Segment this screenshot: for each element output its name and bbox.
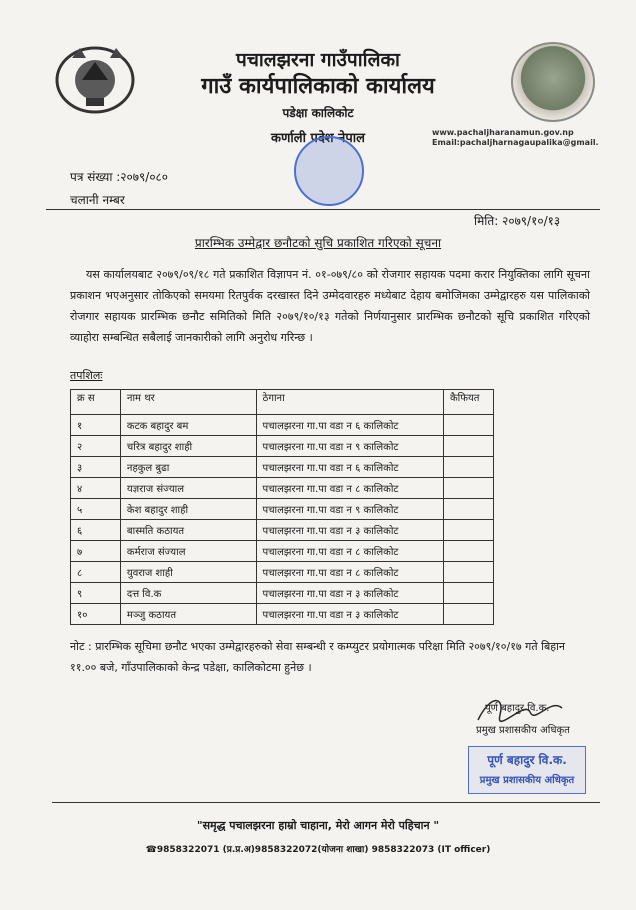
municipality-name: पचालझरना गाउँपालिका [236,49,400,71]
cell-sn: ७ [71,541,121,562]
cell-address: पचालझरना गा.पा वडा न ८ कालिकोट [256,541,443,562]
table-row [71,541,494,562]
signatory-name: पूर्ण बहादुर वि.क. [485,703,550,714]
notice-body: यस कार्यालयबाट २०७९/०९/१८ गते प्रकाशित विज्ञापन नं. ०१-०७९/८० को रोजगार सहायक पदमा करार नियुक्तिका लागि सूचना प्रकाशन भएअनुसार तोकिएको समयमा रितपुर्वक दरखास्त दिने उम्मेदवारहरु मध्येबाट देहाय बमोजिमका उम्मेद्वारहरु यस पालिकाको रोजगार सहायक प्रारम्भिक छनौट समितिको मिति २०७९/१०/१३ गतेको निर्णयानुसार प्रारम्भिक छनौटको सूचि प्रकाशित गरिएको व्याहोरा सम्बन्धित सबैलाई जानकारीको लागि अनुरोध गरिन्छ । [70,268,590,344]
cell-remarks [444,562,494,583]
letter-date: मिति: २०७९/१०/१३ [474,214,561,228]
table-row [71,457,494,478]
table-row [71,436,494,457]
stamp-name: पूर्ण बहादुर वि.क. [487,753,567,767]
cell-name: कर्मराज संज्याल [120,541,256,562]
contact-info [432,128,599,148]
office-place: पडेक्षा कालिकोट [282,106,354,120]
notice-subject: प्रारम्भिक उम्मेद्वार छनौटको सुचि प्रकाशित गरिएको सूचना [194,236,442,250]
footer-phones: ☎9858322071 (प्र.प्र.अ)9858322072(योजना शाखा) 9858322073 (IT officer) [145,845,491,855]
cell-address: पचालझरना गा.पा वडा न ३ कालिकोट [256,520,443,541]
cell-address: पचालझरना गा.पा वडा न ९ कालिकोट [256,499,443,520]
cell-address: पचालझरना गा.पा वडा न ६ कालिकोट [256,457,443,478]
signatory-title: प्रमुख प्रशासकीय अधिकृत [476,725,570,736]
cell-sn: ५ [71,499,121,520]
col-header-remarks: कैफियत [444,390,494,415]
cell-remarks [444,520,494,541]
cell-name: नहकुल बुढा [120,457,256,478]
cell-address: पचालझरना गा.पा वडा न ८ कालिकोट [256,478,443,499]
cell-remarks [444,436,494,457]
table-row [71,604,494,625]
cell-sn: ३ [71,457,121,478]
cell-sn: २ [71,436,121,457]
col-header-sn: क्र स [71,390,121,415]
exam-note: नोट : प्रारम्भिक सूचिमा छनौट भएका उम्मेद्वारहरुको सेवा सम्बन्धी र कम्प्युटर प्रयोगात्मक परिक्षा मिति २०७९/१०/१७ गते बिहान ११.०० बजे, गाँउपालिकाको केन्द्र पडेक्षा, कालिकोटमा हुनेछ । [70,640,566,674]
footer-divider [52,802,600,803]
cell-name: केश बहादुर शाही [120,499,256,520]
cell-remarks [444,604,494,625]
cell-sn: ४ [71,478,121,499]
cell-address: पचालझरना गा.पा वडा न ८ कालिकोट [256,562,443,583]
candidate-table [70,389,494,625]
cell-sn: ८ [71,562,121,583]
table-caption: तपशिलः [70,369,103,382]
table-row [71,562,494,583]
cell-name: कटक बहादुर बम [120,415,256,436]
reference-number: पत्र संख्या :२०७९/०८० [70,170,169,184]
cell-sn: १० [71,604,121,625]
cell-remarks [444,478,494,499]
stamp-title: प्रमुख प्रशासकीय अधिकृत [479,775,575,786]
cell-address: पचालझरना गा.पा वडा न ९ कालिकोट [256,436,443,457]
email-text: Email:pachaljharnagaupalika@gmail. [432,138,599,147]
dispatch-number: चलानी नम्बर [70,193,125,207]
cell-sn: ९ [71,583,121,604]
signatory-stamp [468,746,586,794]
cell-name: चरित्र बहादुर शाही [120,436,256,457]
footer-motto: "समृद्ध पचालझरना हाम्रो चाहाना, मेरो आगन मेरो पहिचान " [196,819,440,832]
cell-name: बास्मति कठायत [120,520,256,541]
office-name: गाउँ कार्यपालिकाको कार्यालय [201,74,435,99]
cell-remarks [444,499,494,520]
cell-remarks [444,457,494,478]
cell-sn: ६ [71,520,121,541]
cell-remarks [444,541,494,562]
cell-remarks [444,415,494,436]
office-stamp [294,136,364,206]
table-row [71,478,494,499]
cell-address: पचालझरना गा.पा वडा न ६ कालिकोट [256,415,443,436]
cell-name: यज्ञराज संज्याल [120,478,256,499]
cell-name: मञ्जु कठायत [120,604,256,625]
website-text: www.pachaljharanamun.gov.np [432,128,574,137]
header-divider [46,209,600,210]
col-header-name: नाम थर [120,390,256,415]
cell-name: युवराज शाही [120,562,256,583]
cell-address: पचालझरना गा.पा वडा न ३ कालिकोट [256,583,443,604]
col-header-address: ठेगाना [256,390,443,415]
table-row [71,520,494,541]
office-province: कर्णाली प्रदेश नेपाल [271,131,365,146]
table-row [71,415,494,436]
cell-address: पचालझरना गा.पा वडा न ३ कालिकोट [256,604,443,625]
cell-sn: १ [71,415,121,436]
table-header-row [71,390,494,415]
cell-name: दत्त वि.क [120,583,256,604]
table-row [71,499,494,520]
table-row [71,583,494,604]
cell-remarks [444,583,494,604]
